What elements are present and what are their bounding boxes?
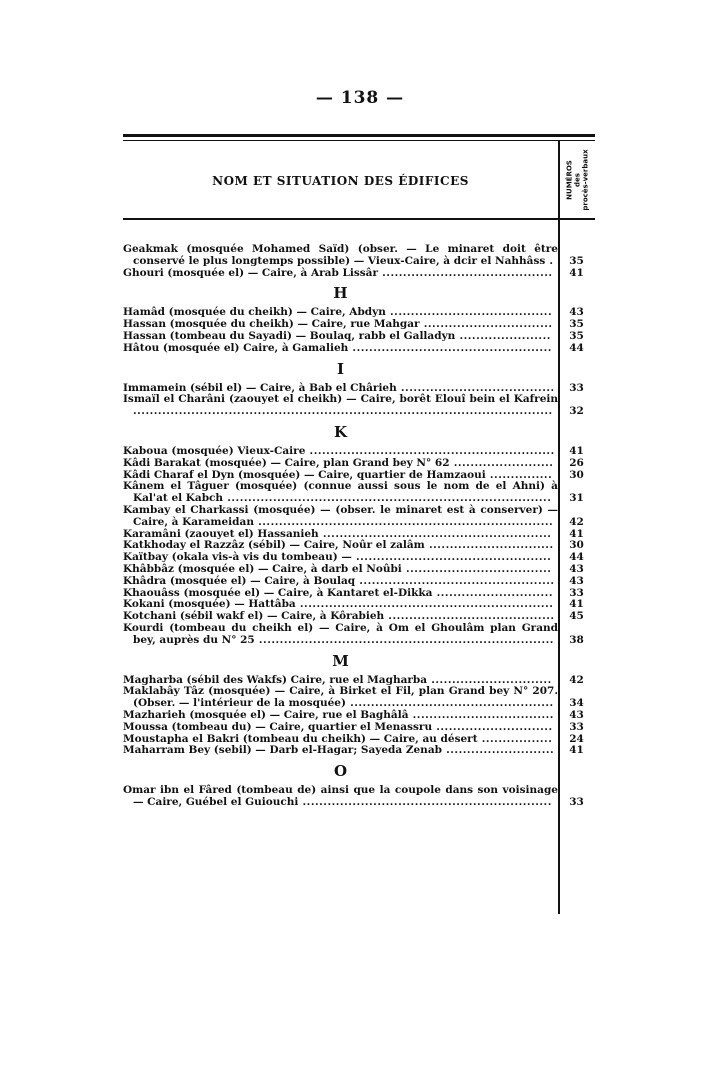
page-number: — 138 — <box>315 88 405 108</box>
section-letter: K <box>333 422 348 441</box>
entry-text: Kaïtbay (okala vis-à vis du tombeau) — <box>123 551 352 564</box>
entry-text: Katkhoday el Razzâz (sébil) — Caire, Noûr el zalâm <box>123 539 425 552</box>
entry-text-block <box>123 394 558 418</box>
entry-text-block <box>123 481 558 505</box>
section-letter: I <box>336 359 345 378</box>
entry-text: Karamâni (zaouyet el) Hassanieh <box>123 527 319 540</box>
entry-number: 35 <box>569 254 584 267</box>
numbers-header-line: des <box>573 173 582 187</box>
entry-text-block <box>123 686 558 710</box>
entry-text-block <box>123 505 558 529</box>
entry-text-block <box>123 343 558 355</box>
index-entry <box>123 505 595 529</box>
leader-dots: ............................. <box>427 673 552 686</box>
entry-text: Moussa (tombeau du) — Caire, quartier el Menassru <box>123 720 433 733</box>
entry-text-block <box>123 268 558 280</box>
leader-dots: ........................................................... <box>305 444 555 457</box>
entry-text: Hassan (mosquée du cheikh) — Caire, rue Mahgar <box>123 318 420 331</box>
entry-number: 33 <box>569 720 584 733</box>
entry-number: 38 <box>569 633 584 646</box>
leader-dots: ............................ <box>432 720 553 733</box>
entry-number: 35 <box>569 329 584 342</box>
index-entry <box>123 785 595 809</box>
leader-dots: ................................................ <box>348 341 552 354</box>
entry-text: Khâdra (mosquée el) — Caire, à Boulaq <box>123 574 356 587</box>
leader-dots: ...................... <box>455 329 551 342</box>
entry-number: 43 <box>569 708 584 721</box>
leader-dots: ............................................................. <box>295 598 554 611</box>
entry-number: 34 <box>569 697 584 710</box>
entry-number: 24 <box>569 732 584 745</box>
entry-number: 26 <box>569 456 584 469</box>
entry-text: Magharba (sébil des Wakfs) Caire, rue el Magharba <box>123 673 428 686</box>
column-title: NOM ET SITUATION DES ÉDIFICES <box>212 174 469 188</box>
leader-dots: ............... <box>485 468 553 481</box>
entries-list <box>123 244 595 809</box>
index-entry <box>123 394 595 418</box>
leader-dots: ......................................... <box>378 266 553 279</box>
entry-number: 44 <box>569 551 584 564</box>
numbers-header-line: procès-verbaux <box>581 149 590 211</box>
entry-text: Geakmak (mosquée Mohamed Saïd) (obser. — Le minaret doit être conservé le plus longtemps possible) — Vieux-Caire, à dcir el Nahhâss <box>123 243 558 267</box>
leader-dots: .................................. <box>408 708 554 721</box>
entry-number: 41 <box>569 444 584 457</box>
section-letter: H <box>333 284 348 303</box>
entry-text-block <box>123 623 558 647</box>
leader-dots: . <box>545 254 554 267</box>
index-entry <box>123 343 595 355</box>
entry-number: 43 <box>569 574 584 587</box>
entry-number: 35 <box>569 318 584 331</box>
entry-number: 43 <box>569 562 584 575</box>
leader-dots: ............................................... <box>355 574 555 587</box>
leader-dots: ....................................................... <box>318 527 552 540</box>
leader-dots: ..................................................................................................... <box>133 405 553 418</box>
leader-dots: ....................................................................... <box>254 633 554 646</box>
entry-number: 33 <box>569 586 584 599</box>
leader-dots: ..................................... <box>396 381 555 394</box>
leader-dots: ................................................. <box>345 697 554 710</box>
entry-number: 45 <box>569 610 584 623</box>
entry-number: 33 <box>569 381 584 394</box>
entry-number: 43 <box>569 306 584 319</box>
entry-number: 41 <box>569 744 584 757</box>
leader-dots: ........................ <box>449 456 554 469</box>
entry-text: Hâtou (mosquée el) Caire, à Gamalieh <box>123 341 349 354</box>
index-entry <box>123 268 595 280</box>
index-table <box>123 134 595 914</box>
leader-dots: ....................................... <box>385 306 553 319</box>
entry-text-block <box>123 785 558 809</box>
entry-number: 30 <box>569 539 584 552</box>
entry-text: Maklabây Tâz (mosquée) — Caire, à Birket el Fil, plan Grand bey N° 207. (Obser. — l'intérieur de la mosquée) <box>123 685 558 710</box>
leader-dots: .............................. <box>424 539 554 552</box>
entry-text: Kâdi Charaf el Dyn (mosquée) — Caire, quartier de Hamzaoui <box>123 468 486 481</box>
entry-number: 44 <box>569 341 584 354</box>
header-bottom-rule <box>123 218 595 220</box>
entry-text: Omar ibn el Fâred (tombeau de) ainsi que la coupole dans son voisinage — Caire, Guébel el Guiouchi <box>123 784 558 808</box>
top-rule-thin <box>123 140 595 141</box>
entry-text: Kourdi (tombeau du cheikh el) — Caire, à Om el Ghoulâm plan Grand bey, auprès du N° 25 <box>123 621 558 646</box>
entry-text-block <box>123 745 558 757</box>
entry-number: 41 <box>569 527 584 540</box>
leader-dots: ........................................ <box>384 610 555 623</box>
entry-text: Immamein (sébil el) — Caire, à Bab el Chârieh <box>123 381 397 394</box>
entry-text: Kambay el Charkassi (mosquée) — (obser. le minaret est à conserver) — Caire, à Karameidan <box>123 503 558 528</box>
numbers-column-header <box>560 141 595 219</box>
entry-number: 32 <box>569 405 584 418</box>
numbers-header-line: NUMÉROS <box>565 160 574 200</box>
leader-dots: ............................... <box>419 318 553 331</box>
leader-dots: .......................... <box>441 744 555 757</box>
index-entry <box>123 686 595 710</box>
entry-number: 33 <box>569 795 584 808</box>
entry-number: 42 <box>569 515 584 528</box>
entry-text: Kokani (mosquée) — Hattâba <box>123 598 296 611</box>
entry-text: Kotchani (sébil wakf el) — Caire, à Kôrabieh <box>123 610 385 623</box>
index-entry <box>123 481 595 505</box>
leader-dots: ................................... <box>401 562 552 575</box>
index-entry <box>123 745 595 757</box>
leader-dots: ............................................... <box>351 551 552 564</box>
section-letter: M <box>332 651 349 670</box>
entry-text: Ghouri (mosquée el) — Caire, à Arab Lissâr <box>123 266 378 279</box>
entry-number: 42 <box>569 673 584 686</box>
entry-text: Kânem el Tâguer (mosquée) (connue aussi sous le nom de el Ahni) à Kal'at el Kabch <box>123 480 558 505</box>
entry-text: Khaouâss (mosquée el) — Caire, à Kantaret el-Dikka <box>123 586 433 599</box>
entry-number: 41 <box>569 266 584 279</box>
entry-text-block <box>123 244 558 268</box>
top-rule-thick <box>123 134 595 137</box>
entry-number: 41 <box>569 598 584 611</box>
entry-text: Kaboua (mosquée) Vieux-Caire <box>123 444 306 457</box>
entry-number: 30 <box>569 468 584 481</box>
entry-text: Mazharieh (mosquée el) — Caire, rue el Baghâlâ <box>123 708 409 721</box>
entry-text: Moustapha el Bakri (tombeau du cheikh) — Caire, au désert <box>123 732 478 745</box>
leader-dots: ................. <box>477 732 553 745</box>
entry-text: Kâdi Barakat (mosquée) — Caire, plan Grand bey N° 62 <box>123 456 450 469</box>
index-entry <box>123 623 595 647</box>
leader-dots: ............................ <box>432 586 553 599</box>
entry-text: Hamâd (mosquée du cheikh) — Caire, Abdyn <box>123 306 386 319</box>
leader-dots: .............................................................................. <box>223 492 552 505</box>
entry-text: Maharram Bey (sebil) — Darb el-Hagar; Sayeda Zenab <box>123 744 442 757</box>
entry-text: Ismaïl el Charâni (zaouyet el cheikh) — Caire, borêt Elouî bein el Kafrein <box>123 393 558 406</box>
index-entry <box>123 244 595 268</box>
leader-dots: ............................................................ <box>298 795 552 808</box>
entry-text: Hassan (tombeau du Sayadi) — Boulaq, rabb el Galladyn <box>123 329 456 342</box>
section-letter: O <box>333 762 348 781</box>
leader-dots: ....................................................................... <box>253 515 554 528</box>
entry-text: Khâbbâz (mosquée el) — Caire, à darb el Noûbi <box>123 562 402 575</box>
entry-number: 31 <box>569 492 584 505</box>
